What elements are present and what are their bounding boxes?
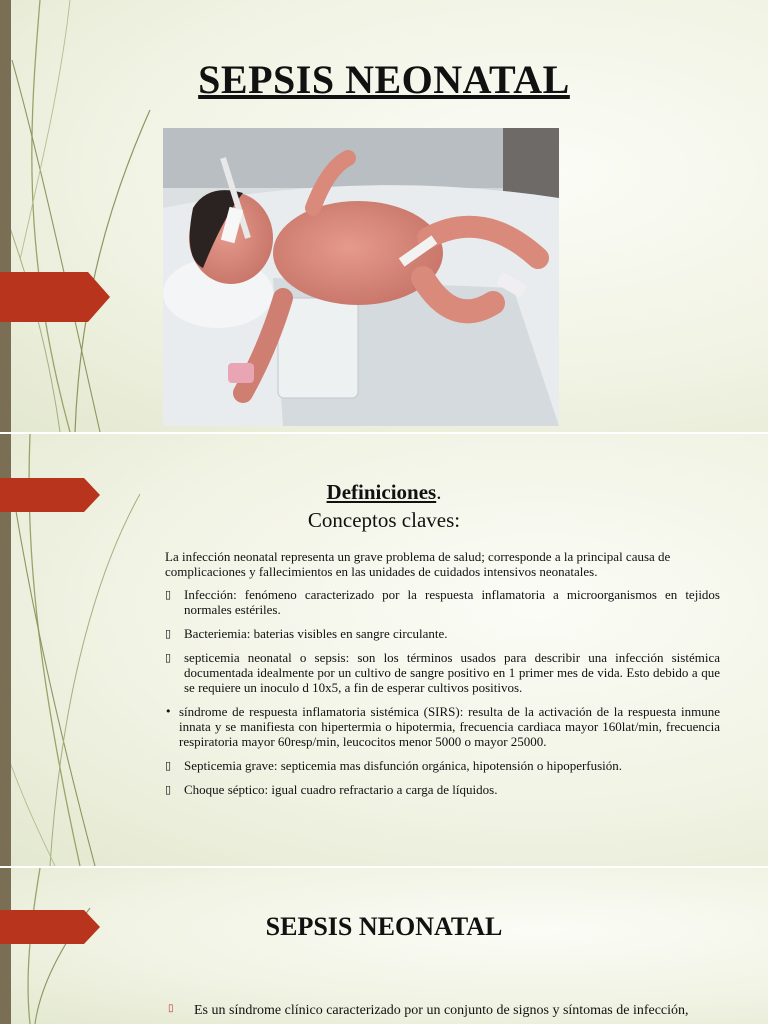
neonate-photo xyxy=(163,128,559,426)
slide-3 xyxy=(0,868,768,1024)
definition-item xyxy=(165,626,720,641)
bullet-icon: ▯ xyxy=(168,1003,174,1014)
slide3-text: Es un síndrome clínico caracterizado por un conjunto de signos y síntomas de infección, xyxy=(194,1003,689,1018)
slide-1 xyxy=(0,0,768,432)
decorative-vines xyxy=(0,868,160,1024)
slide-title: SEPSIS NEONATAL xyxy=(198,57,570,102)
definition-item xyxy=(165,782,720,797)
definition-text: Bacteriemia: baterias visibles en sangre circulante. xyxy=(184,626,448,641)
definition-text: Choque séptico: igual cuadro refractario a carga de líquidos. xyxy=(184,782,498,797)
bullet-icon: • xyxy=(165,705,172,718)
definitions-body xyxy=(165,549,720,806)
left-sidebar-bar xyxy=(0,868,11,1024)
slide3-body xyxy=(168,1003,728,1019)
slide-title: SEPSIS NEONATAL xyxy=(265,912,503,941)
definitions-heading xyxy=(0,480,768,505)
definition-item xyxy=(165,704,720,749)
arrow-tab xyxy=(0,272,110,306)
definitions-heading-text: Definiciones xyxy=(326,480,437,504)
bullet-icon: ▯ xyxy=(165,627,172,640)
definition-text: Infección: fenómeno caracterizado por la respuesta inflamatoria a microorganismos en tejidos normales estériles. xyxy=(184,587,720,617)
bullet-icon: ▯ xyxy=(165,759,172,772)
definitions-heading-suffix: . xyxy=(436,480,442,504)
definition-text: síndrome de respuesta inflamatoria sistémica (SIRS): resulta de la activación de la respuesta inmune innata y se manifiesta con hipertermia o hipotermia, frecuencia cardiaca mayor 160lat/min, frecuencia respiratoria mayor 60resp/min, leucocitos menor 5000 o mayor 25000. xyxy=(179,704,720,749)
definition-text: septicemia neonatal o sepsis: son los términos usados para describir una infección sistémica documentada idealmente por un cultivo de sangre positivo en 1 primer mes de vida. Esto debido a que se requiere un inoculo d 10x5, a fin de esperar cultivos positivos. xyxy=(184,650,720,695)
bullet-icon: ▯ xyxy=(165,588,172,601)
definition-item xyxy=(165,587,720,617)
bullet-icon: ▯ xyxy=(165,783,172,796)
definition-item xyxy=(165,758,720,773)
slide-2 xyxy=(0,434,768,866)
definition-text: Septicemia grave: septicemia mas disfunción orgánica, hipotensión o hipoperfusión. xyxy=(184,758,623,773)
bullet-icon: ▯ xyxy=(165,651,172,664)
definition-item xyxy=(165,650,720,695)
intro-paragraph: La infección neonatal representa un grave problema de salud; corresponde a la principal causa de complicaciones y fallecimientos en las unidades de cuidados intensivos neonatales. xyxy=(165,549,671,579)
concepts-subheading: Conceptos claves: xyxy=(307,508,461,532)
